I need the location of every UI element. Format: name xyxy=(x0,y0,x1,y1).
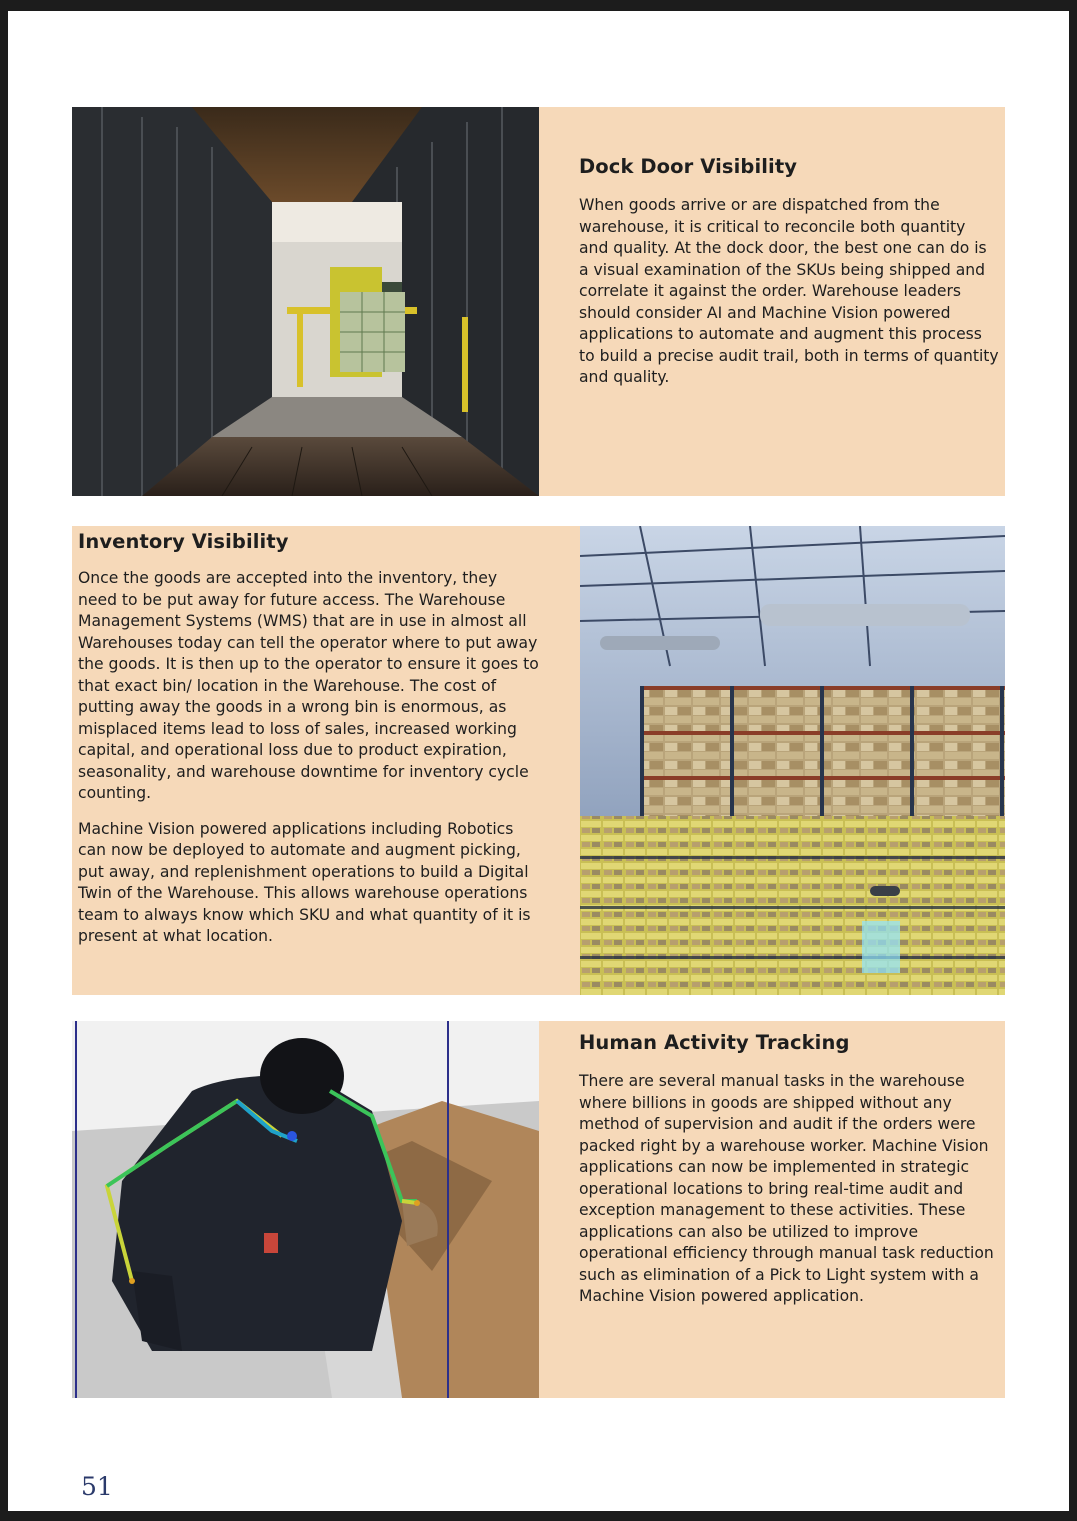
dock-door-panel xyxy=(538,107,1005,496)
section-paragraph: When goods arrive or are dispatched from the warehouse, it is critical to reconcile both quantity and quality. At the dock door, the best one can do is a visual examination of the SKUs being shipped and correlate it against the order. Warehouse leaders should consider AI and Machine Vision powered applications to automate and augment this process to build a precise audit trail, both in terms of quantity and quality. xyxy=(579,196,999,386)
section-heading: Human Activity Tracking xyxy=(579,1031,850,1054)
page-number: 51 xyxy=(81,1472,113,1501)
warehouse-shelves-photo xyxy=(580,526,1005,995)
inventory-panel xyxy=(72,526,581,995)
document-page xyxy=(8,11,1069,1511)
section-paragraph: There are several manual tasks in the warehouse where billions in goods are shipped without any method of supervision and audit if the orders were packed right by a warehouse worker. Machine Vision applications can now be implemented in strategic operational locations to bring real-time audit and exception management to these activities. These applications can also be utilized to improve operational efficiency through manual task reduction such as elimination of a Pick to Light system with a Machine Vision powered application. xyxy=(579,1072,994,1305)
section-paragraph: Machine Vision powered applications including Robotics can now be deployed to automate and augment picking, put away, and replenishment operations to build a Digital Twin of the Warehouse. This allows warehouse operations team to always know which SKU and what quantity of it is present at what location. xyxy=(78,819,531,945)
human-activity-panel xyxy=(538,1021,1005,1398)
truck-dock-forklift-photo xyxy=(72,107,539,496)
worker-pose-tracking-photo xyxy=(72,1021,539,1398)
section-heading: Inventory Visibility xyxy=(78,530,289,553)
section-paragraph: Once the goods are accepted into the inventory, they need to be put away for future access. The Warehouse Management Systems (WMS) that are in use in almost all Warehouses today can tell the operator where to put away the goods. It is then up to the operator to ensure it goes to that exact bin/ location in the Warehouse. The cost of putting away the goods in a wrong bin is enormous, as misplaced items lead to loss of sales, increased working capital, and operational loss due to product expiration, seasonality, and warehouse downtime for inventory cycle counting. xyxy=(78,569,539,802)
section-heading: Dock Door Visibility xyxy=(579,155,798,178)
